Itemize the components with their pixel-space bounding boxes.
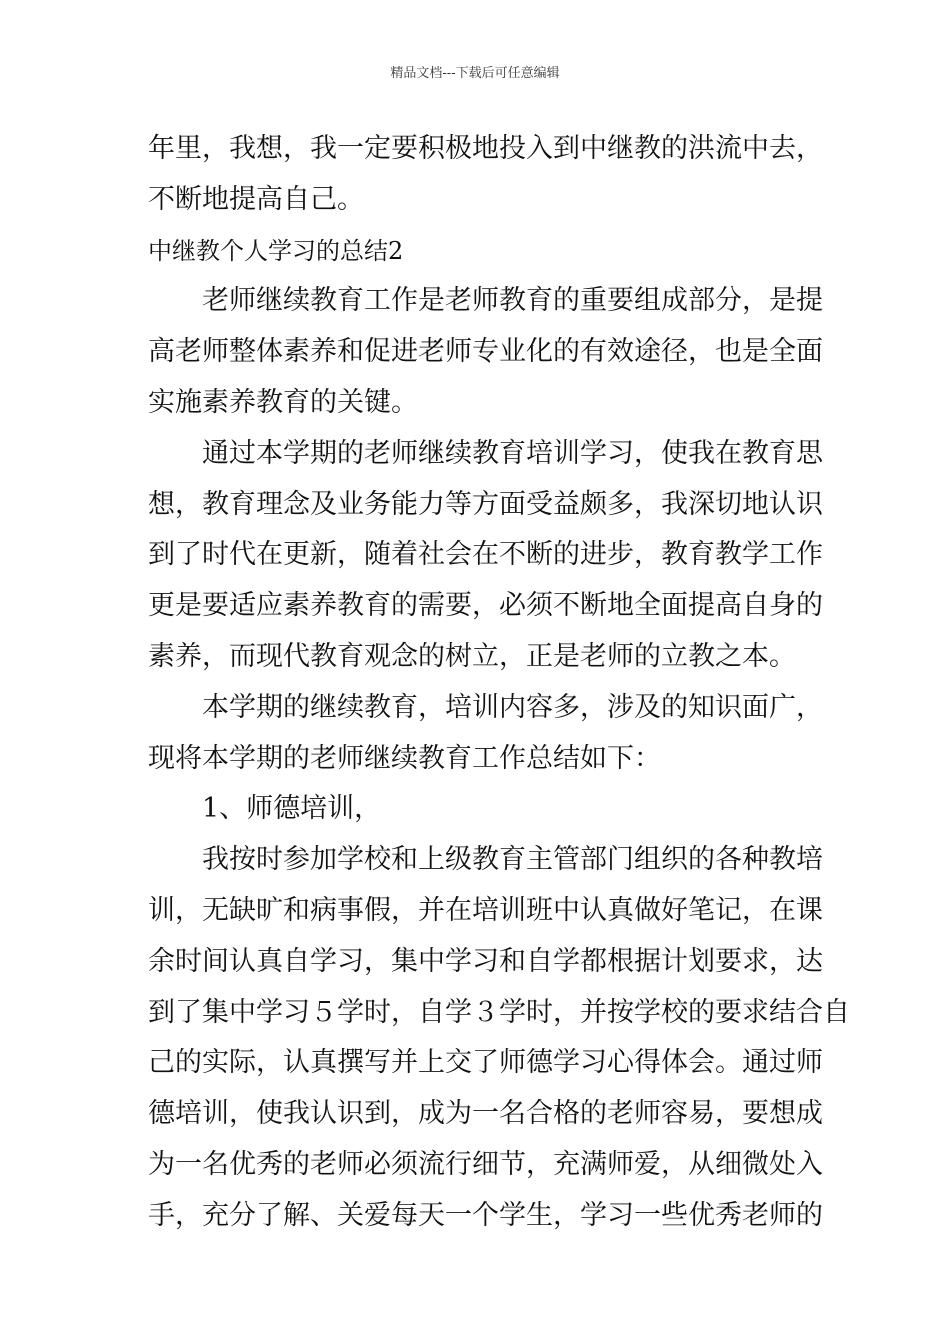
text-line: 手，充分了解、关爱每天一个学生，学习一些优秀老师的 (148, 1199, 823, 1231)
text-line: 年里，我想，我一定要积极地投入到中继教的洪流中去， (148, 133, 823, 164)
text-line: 我按时参加学校和上级教育主管部门组织的各种教培 (202, 844, 823, 876)
text-line: 不断地提高自己。 (148, 183, 364, 215)
text-line: 德培训，使我认识到，成为一名合格的老师容易，要想成 (148, 1098, 823, 1130)
text-line: 更是要适应素养教育的需要，必须不断地全面提高自身的 (148, 590, 823, 622)
section-heading: 中继教个人学习的总结2 (148, 236, 404, 265)
page-header: 精品文档---下载后可任意编辑 (390, 66, 560, 81)
text-line: 通过本学期的老师继续教育培训学习，使我在教育思 (202, 437, 823, 469)
document-body (148, 124, 850, 1242)
text-line: 实施素养教育的关键。 (148, 386, 418, 418)
text-line: 为一名优秀的老师必须流行细节，充满师爱，从细微处入 (148, 1148, 823, 1180)
text-line: 到了集中学习５学时，自学３学时，并按学校的要求结合自 (148, 996, 850, 1028)
text-line: 想，教育理念及业务能力等方面受益颇多，我深切地认识 (148, 488, 823, 520)
text-line: 到了时代在更新，随着社会在不断的进步，教育教学工作 (148, 539, 823, 571)
text-line: 老师继续教育工作是老师教育的重要组成部分，是提 (202, 285, 823, 317)
text-line: 余时间认真自学习，集中学习和自学都根据计划要求，达 (148, 945, 823, 977)
text-line: 素养，而现代教育观念的树立，正是老师的立教之本。 (148, 640, 796, 672)
text-line: 己的实际，认真撰写并上交了师德学习心得体会。通过师 (148, 1047, 823, 1079)
text-line: 训，无缺旷和病事假，并在培训班中认真做好笔记，在课 (148, 894, 823, 926)
text-line: 现将本学期的老师继续教育工作总结如下： (148, 742, 661, 774)
text-line: 1、师德培训， (202, 793, 382, 825)
text-line: 高老师整体素养和促进老师专业化的有效途径，也是全面 (148, 336, 823, 368)
text-line: 本学期的继续教育，培训内容多，涉及的知识面广， (202, 691, 823, 723)
